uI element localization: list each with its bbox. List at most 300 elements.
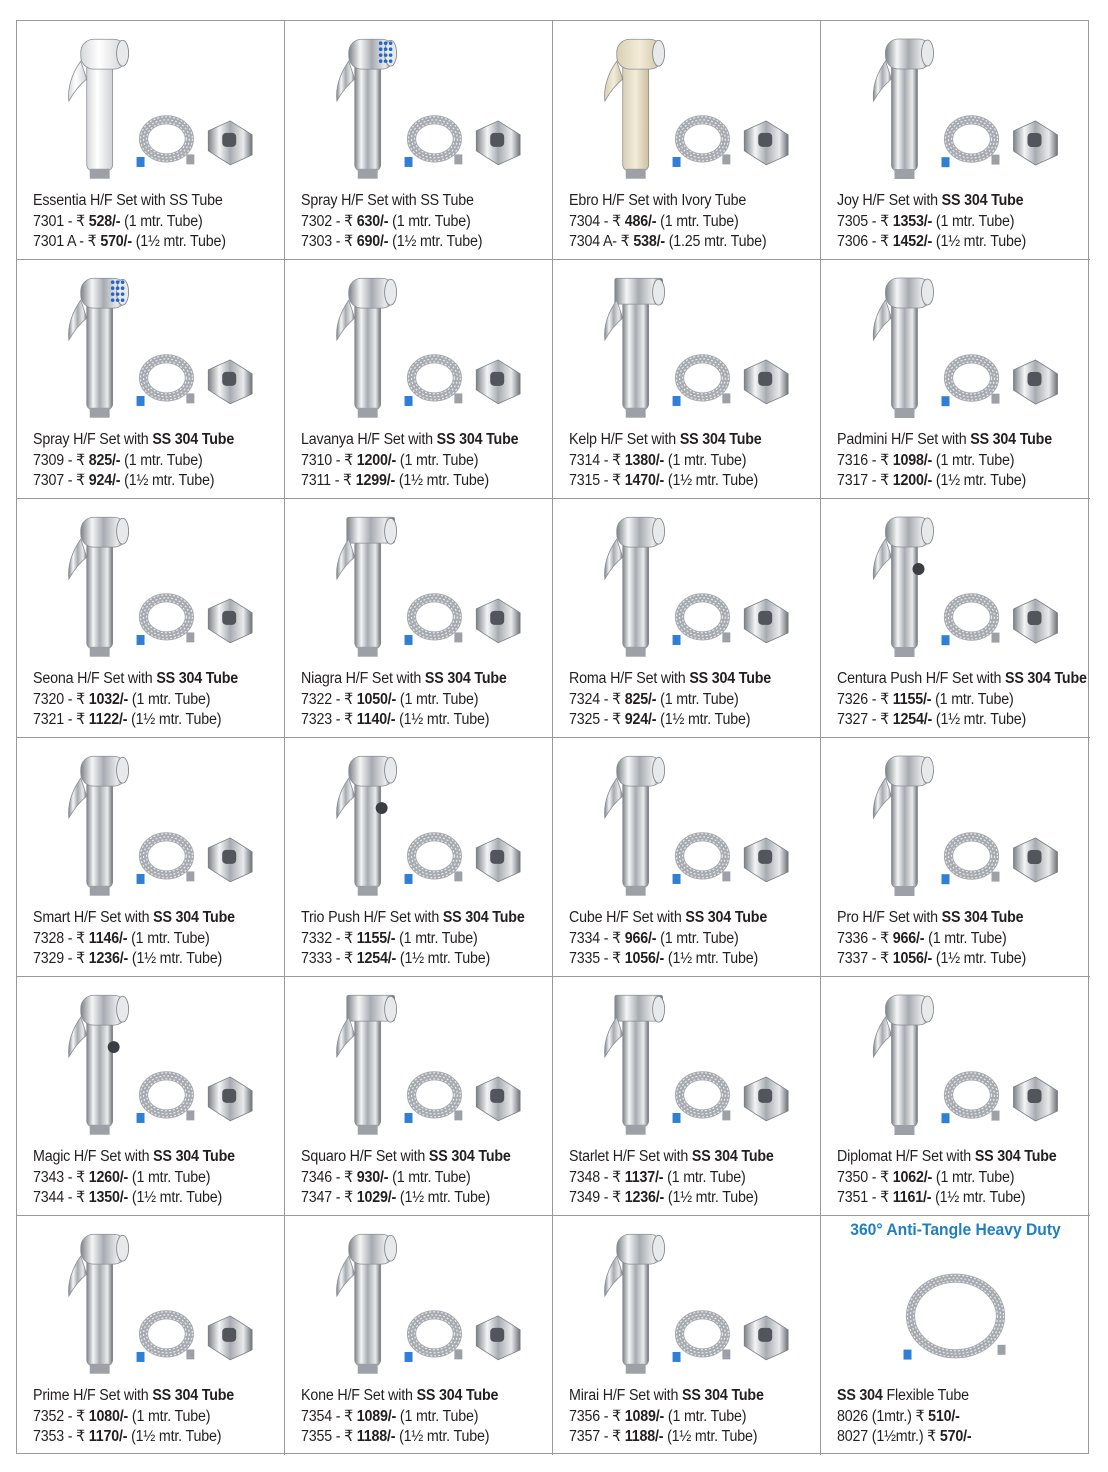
product-code: 7354 - ₹ xyxy=(301,1407,357,1425)
product-caption xyxy=(301,1147,511,1209)
flexible-hose-icon xyxy=(904,1275,1006,1359)
product-title xyxy=(33,908,235,929)
product-code: 7344 - ₹ xyxy=(33,1189,89,1206)
tube-type: SS Tube xyxy=(420,192,474,209)
product-card xyxy=(285,977,553,1216)
price: 1188/- xyxy=(356,1428,396,1445)
tube-length: (1½ mtr. Tube) xyxy=(396,1189,491,1206)
tube-length: (1 mtr. Tube) xyxy=(128,690,211,708)
product-image xyxy=(17,738,284,903)
tube-type: SS Tube xyxy=(169,192,223,209)
price: 930/- xyxy=(356,1168,389,1186)
product-code: 7324 - ₹ xyxy=(569,690,625,708)
tube-length: (1½ mtr. Tube) xyxy=(932,472,1027,489)
spray-health-faucet-icon xyxy=(69,278,129,417)
flexible-hose-icon xyxy=(673,1312,731,1362)
product-image xyxy=(821,738,1090,903)
tube-length: (1 mtr. Tube) xyxy=(120,212,203,230)
square-health-faucet-icon xyxy=(605,995,665,1134)
chrome-health-faucet-icon xyxy=(873,756,933,896)
tube-length: (1 mtr. Tube) xyxy=(127,929,210,947)
product-code: 7327 - ₹ xyxy=(837,711,893,728)
product-image xyxy=(285,260,552,425)
price: 1260/- xyxy=(88,1168,129,1186)
flexible-tube-card xyxy=(821,1216,1090,1455)
product-code: 8027 (1½mtr.) ₹ xyxy=(837,1428,940,1445)
tube-length: (1 mtr. Tube) xyxy=(396,1407,479,1425)
product-title xyxy=(301,1147,511,1168)
price-line-1 xyxy=(837,1407,971,1428)
product-title xyxy=(301,669,507,690)
product-title xyxy=(569,191,766,212)
product-code: 7347 - ₹ xyxy=(301,1189,357,1206)
flexible-hose-icon xyxy=(673,356,731,406)
product-code: 7304 A- ₹ xyxy=(569,233,634,250)
price: 1155/- xyxy=(892,690,932,708)
product-name: Spray H/F Set with xyxy=(301,192,421,209)
tube-length: (1 mtr. Tube) xyxy=(663,1168,746,1186)
price: 1200/- xyxy=(356,451,397,469)
price: 966/- xyxy=(892,929,925,947)
product-title xyxy=(569,430,762,451)
tube-length: (1 mtr. Tube) xyxy=(396,690,479,708)
price-line-2 xyxy=(301,1427,498,1448)
price-line-1 xyxy=(33,929,235,950)
product-code: 8026 (1mtr.) ₹ xyxy=(837,1407,929,1425)
product-code: 7323 - ₹ xyxy=(301,711,357,728)
tube-type: SS 304 Tube xyxy=(156,670,239,687)
product-code: 7322 - ₹ xyxy=(301,690,357,708)
price-line-2 xyxy=(33,710,238,731)
price-line-2 xyxy=(33,232,226,253)
price: 924/- xyxy=(88,472,121,489)
price-line-2 xyxy=(33,1427,234,1448)
product-code: 7314 - ₹ xyxy=(569,451,625,469)
price-line-1 xyxy=(301,929,525,950)
wall-holder-icon xyxy=(744,838,788,882)
tube-length: (1 mtr. Tube) xyxy=(932,1168,1015,1186)
price-line-2 xyxy=(837,1188,1057,1209)
product-image xyxy=(821,499,1090,664)
square-health-faucet-icon xyxy=(337,995,397,1134)
product-caption xyxy=(569,191,766,253)
product-caption xyxy=(33,669,238,731)
flexible-hose-icon xyxy=(405,595,463,645)
price: 825/- xyxy=(88,451,121,469)
product-image xyxy=(285,21,552,186)
flexible-hose-icon xyxy=(137,834,195,884)
product-title xyxy=(33,1147,235,1168)
price: 570/- xyxy=(100,233,132,250)
product-card xyxy=(553,1216,821,1455)
product-code: 7356 - ₹ xyxy=(569,1407,625,1425)
flexible-hose-icon xyxy=(942,595,1000,645)
price: 1254/- xyxy=(356,950,397,967)
product-code: 7329 - ₹ xyxy=(33,950,89,967)
product-card xyxy=(285,738,553,977)
chrome-health-faucet-icon xyxy=(69,756,129,895)
product-caption xyxy=(837,430,1052,492)
product-caption xyxy=(837,1147,1057,1209)
product-caption xyxy=(301,669,507,731)
product-card xyxy=(17,738,285,977)
price-line-1 xyxy=(569,451,762,472)
product-image xyxy=(821,1216,1090,1381)
product-caption xyxy=(569,669,771,731)
product-name: Joy H/F Set with xyxy=(837,192,942,209)
product-card xyxy=(821,738,1090,977)
tube-length: (1 mtr. Tube) xyxy=(932,212,1015,230)
tube-type: SS 304 Tube xyxy=(691,1148,774,1165)
product-name: Squaro H/F Set with xyxy=(301,1148,429,1165)
price: 1146/- xyxy=(88,929,128,947)
tube-length: (1 mtr. Tube) xyxy=(656,929,739,947)
tube-type: SS 304 Tube xyxy=(153,909,235,926)
tube-length: (1½ mtr. Tube) xyxy=(656,711,751,728)
wall-holder-icon xyxy=(744,121,788,165)
tube-type: SS 304 Tube xyxy=(424,670,507,687)
product-code: 7351 - ₹ xyxy=(837,1189,893,1206)
push-health-faucet-icon xyxy=(69,995,129,1134)
product-image xyxy=(17,499,284,664)
product-caption xyxy=(33,1147,235,1209)
product-card xyxy=(285,499,553,738)
product-title xyxy=(837,430,1052,451)
product-code: 7332 - ₹ xyxy=(301,929,357,947)
price-line-2 xyxy=(837,471,1052,492)
product-code: 7335 - ₹ xyxy=(569,950,625,967)
product-code: 7337 - ₹ xyxy=(837,950,893,967)
product-caption xyxy=(301,1386,498,1448)
tube-type: SS 304 Tube xyxy=(428,1148,511,1165)
product-name: Lavanya H/F Set with xyxy=(301,431,437,448)
spray-health-faucet-icon xyxy=(337,39,397,178)
price: 486/- xyxy=(624,212,657,230)
tube-type: SS 304 Tube xyxy=(679,431,762,448)
push-health-faucet-icon xyxy=(337,756,397,895)
tube-length: (1 mtr. Tube) xyxy=(664,1407,747,1425)
flexible-hose-icon xyxy=(405,834,463,884)
product-image xyxy=(17,260,284,425)
product-title xyxy=(33,1386,234,1407)
product-name: Starlet H/F Set with xyxy=(569,1148,692,1165)
flexible-hose-icon xyxy=(673,1073,731,1123)
product-card xyxy=(17,977,285,1216)
product-image xyxy=(17,977,284,1142)
chrome-health-faucet-icon xyxy=(605,756,665,895)
tube-length: (1 mtr. Tube) xyxy=(395,929,478,947)
tube-type: SS 304 Tube xyxy=(1005,670,1087,687)
white-health-faucet-icon xyxy=(69,39,129,178)
price: 1140/- xyxy=(356,711,396,728)
product-name: Flexible Tube xyxy=(882,1387,969,1404)
wall-holder-icon xyxy=(1014,121,1058,165)
flexible-hose-icon xyxy=(137,1073,195,1123)
chrome-health-faucet-icon xyxy=(873,995,933,1135)
product-code: 7348 - ₹ xyxy=(569,1168,625,1186)
price-line-2 xyxy=(837,232,1026,253)
product-image xyxy=(17,21,284,186)
tube-length: (1 mtr. Tube) xyxy=(128,1407,211,1425)
product-caption xyxy=(837,908,1026,970)
product-title xyxy=(837,1386,971,1407)
tube-type: SS 304 Tube xyxy=(442,909,525,926)
flexible-hose-icon xyxy=(942,356,1000,406)
price-line-1 xyxy=(301,690,507,711)
price: 1170/- xyxy=(88,1428,128,1445)
product-card xyxy=(553,977,821,1216)
wall-holder-icon xyxy=(1014,838,1058,882)
tube-length: (1 mtr. Tube) xyxy=(931,690,1014,708)
product-card xyxy=(821,21,1090,260)
product-code: 7301 A - ₹ xyxy=(33,233,101,250)
product-card xyxy=(17,260,285,499)
product-name: Roma H/F Set with xyxy=(569,670,690,687)
product-grid xyxy=(16,20,1089,1454)
product-title xyxy=(301,430,518,451)
product-card xyxy=(553,260,821,499)
price: 1470/- xyxy=(624,472,665,489)
price-line-1 xyxy=(837,451,1052,472)
product-image xyxy=(821,21,1090,186)
tube-type: SS 304 Tube xyxy=(152,431,235,448)
price: 1200/- xyxy=(892,472,933,489)
price: 510/- xyxy=(928,1407,960,1425)
product-title xyxy=(301,908,525,929)
price-line-2 xyxy=(301,1188,511,1209)
product-image xyxy=(17,1216,284,1381)
tube-type: SS 304 Tube xyxy=(436,431,519,448)
tube-length: (1½ mtr. Tube) xyxy=(395,1428,490,1445)
tube-length: (1½ mtr. Tube) xyxy=(396,950,491,967)
product-caption xyxy=(33,908,235,970)
tube-length: (1½ mtr. Tube) xyxy=(395,472,489,489)
tube-length: (1 mtr. Tube) xyxy=(396,451,479,469)
product-code: 7336 - ₹ xyxy=(837,929,893,947)
product-code: 7317 - ₹ xyxy=(837,472,893,489)
tube-length: (1 mtr. Tube) xyxy=(924,929,1007,947)
product-title xyxy=(301,1386,498,1407)
price-line-1 xyxy=(33,212,226,233)
chrome-health-faucet-icon xyxy=(873,39,933,179)
product-code: 7328 - ₹ xyxy=(33,929,89,947)
tube-type: SS 304 Tube xyxy=(681,1387,764,1404)
tube-length: (1½ mtr. Tube) xyxy=(932,233,1027,250)
product-code: 7301 - ₹ xyxy=(33,212,89,230)
product-name: Magic H/F Set with xyxy=(33,1148,154,1165)
tube-type: Ivory Tube xyxy=(681,192,747,209)
wall-holder-icon xyxy=(476,1077,520,1121)
product-name: Cube H/F Set with xyxy=(569,909,686,926)
chrome-health-faucet-icon xyxy=(605,517,665,656)
product-code: 7346 - ₹ xyxy=(301,1168,357,1186)
product-image xyxy=(553,977,820,1142)
chrome-health-faucet-icon xyxy=(337,1234,397,1373)
product-caption xyxy=(301,908,525,970)
chrome-health-faucet-icon xyxy=(605,1234,665,1373)
flexible-hose-icon xyxy=(405,1073,463,1123)
product-name: Padmini H/F Set with xyxy=(837,431,971,448)
tube-length: (1 mtr. Tube) xyxy=(656,212,739,230)
price-line-2 xyxy=(569,710,771,731)
price-line-2 xyxy=(569,1188,774,1209)
price: 630/- xyxy=(356,212,389,230)
tube-length: (1½ mtr. Tube) xyxy=(131,233,226,250)
price-line-2 xyxy=(837,949,1026,970)
price-line-2 xyxy=(569,949,767,970)
product-name: Centura Push H/F Set with xyxy=(837,670,1006,687)
tube-type: SS 304 Tube xyxy=(152,1387,235,1404)
product-caption xyxy=(569,1147,774,1209)
price-line-1 xyxy=(569,212,766,233)
product-image xyxy=(553,1216,820,1381)
tube-type: SS 304 Tube xyxy=(416,1387,499,1404)
price-line-1 xyxy=(301,212,482,233)
product-card xyxy=(285,1216,553,1455)
product-image xyxy=(553,260,820,425)
price: 1161/- xyxy=(892,1189,932,1206)
price: 1299/- xyxy=(355,472,396,489)
wall-holder-icon xyxy=(476,1316,520,1360)
flexible-hose-icon xyxy=(942,117,1000,167)
tube-type: SS 304 Tube xyxy=(685,909,768,926)
product-image xyxy=(821,977,1090,1142)
product-card xyxy=(553,738,821,977)
product-caption xyxy=(301,191,482,253)
flexible-hose-icon xyxy=(942,1073,1000,1123)
price: 1155/- xyxy=(356,929,396,947)
product-caption xyxy=(569,430,762,492)
product-caption xyxy=(569,1386,764,1448)
tube-length: (1½ mtr. Tube) xyxy=(127,1428,222,1445)
product-name: Ebro H/F Set with xyxy=(569,192,682,209)
product-image xyxy=(285,977,552,1142)
product-name: Spray H/F Set with xyxy=(33,431,153,448)
price: 1056/- xyxy=(892,950,933,967)
price-line-2 xyxy=(33,949,235,970)
price-line-2 xyxy=(301,232,482,253)
wall-holder-icon xyxy=(1014,360,1058,404)
square-health-faucet-icon xyxy=(605,278,665,417)
product-name: Kone H/F Set with xyxy=(301,1387,417,1404)
tube-length: (1 mtr. Tube) xyxy=(128,1168,211,1186)
product-card xyxy=(821,499,1090,738)
product-caption xyxy=(33,191,226,253)
product-title xyxy=(569,1147,774,1168)
product-image xyxy=(821,260,1090,425)
wall-holder-icon xyxy=(208,599,252,643)
product-card xyxy=(17,21,285,260)
product-name: Prime H/F Set with xyxy=(33,1387,153,1404)
price: 1098/- xyxy=(892,451,933,469)
product-code: 7326 - ₹ xyxy=(837,690,893,708)
product-name: Kelp H/F Set with xyxy=(569,431,680,448)
price: 1380/- xyxy=(624,451,665,469)
wall-holder-icon xyxy=(208,838,252,882)
product-code: 7303 - ₹ xyxy=(301,233,357,250)
product-code: 7306 - ₹ xyxy=(837,233,893,250)
product-image xyxy=(553,21,820,186)
tube-length: (1½ mtr. Tube) xyxy=(664,1189,759,1206)
product-caption xyxy=(33,430,234,492)
wall-holder-icon xyxy=(1014,1077,1058,1121)
product-code: 7334 - ₹ xyxy=(569,929,625,947)
product-name: Seona H/F Set with xyxy=(33,670,157,687)
wall-holder-icon xyxy=(208,121,252,165)
product-code: 7352 - ₹ xyxy=(33,1407,89,1425)
product-code: 7307 - ₹ xyxy=(33,472,89,489)
tube-length: (1 mtr. Tube) xyxy=(656,690,739,708)
product-title xyxy=(33,430,234,451)
flexible-hose-icon xyxy=(673,834,731,884)
product-code: 7310 - ₹ xyxy=(301,451,357,469)
tube-length: (1½ mtr. Tube) xyxy=(932,711,1027,728)
price: 570/- xyxy=(939,1428,972,1445)
price: 1254/- xyxy=(892,711,933,728)
product-image xyxy=(285,499,552,664)
price-line-1 xyxy=(33,690,238,711)
price: 1089/- xyxy=(356,1407,397,1425)
product-code: 7350 - ₹ xyxy=(837,1168,893,1186)
tube-type: SS 304 Tube xyxy=(970,431,1052,448)
flexible-hose-icon xyxy=(137,1312,195,1362)
price: 1236/- xyxy=(88,950,129,967)
price: 528/- xyxy=(88,212,121,230)
tube-type: SS 304 Tube xyxy=(153,1148,235,1165)
product-code: 7321 - ₹ xyxy=(33,711,89,728)
product-card xyxy=(17,1216,285,1455)
price-line-1 xyxy=(33,451,234,472)
price-line-1 xyxy=(33,1407,234,1428)
product-code: 7333 - ₹ xyxy=(301,950,357,967)
wall-holder-icon xyxy=(208,1316,252,1360)
product-card xyxy=(821,260,1090,499)
price-line-1 xyxy=(301,1407,498,1428)
tube-length: (1½ mtr. Tube) xyxy=(932,950,1027,967)
product-name: Smart H/F Set with xyxy=(33,909,154,926)
flexible-hose-icon xyxy=(405,117,463,167)
product-code: 7349 - ₹ xyxy=(569,1189,625,1206)
product-card xyxy=(285,21,553,260)
price: 1353/- xyxy=(892,212,933,230)
ivory-health-faucet-icon xyxy=(605,39,665,178)
product-code: 7311 - ₹ xyxy=(301,472,356,489)
product-card xyxy=(821,977,1090,1216)
tube-length: (1½ mtr. Tube) xyxy=(128,950,223,967)
tube-length: (1½ mtr. Tube) xyxy=(127,711,222,728)
price: 966/- xyxy=(624,929,657,947)
product-name: Diplomat H/F Set with xyxy=(837,1148,975,1165)
product-image xyxy=(285,738,552,903)
tube-length: (1 mtr. Tube) xyxy=(388,212,471,230)
flexible-hose-icon xyxy=(137,117,195,167)
product-name: Mirai H/F Set with xyxy=(569,1387,682,1404)
push-health-faucet-icon xyxy=(873,517,933,657)
price-line-1 xyxy=(837,690,1087,711)
price-line-2 xyxy=(837,1427,971,1448)
tube-length: (1½ mtr. Tube) xyxy=(128,1189,223,1206)
tube-type: SS 304 Tube xyxy=(941,192,1024,209)
chrome-health-faucet-icon xyxy=(337,278,397,417)
product-title xyxy=(837,669,1087,690)
price-line-1 xyxy=(569,929,767,950)
product-card xyxy=(285,260,553,499)
product-caption xyxy=(301,430,518,492)
product-title xyxy=(33,669,238,690)
wall-holder-icon xyxy=(744,1077,788,1121)
price: 924/- xyxy=(624,711,657,728)
flexible-hose-icon xyxy=(673,117,731,167)
